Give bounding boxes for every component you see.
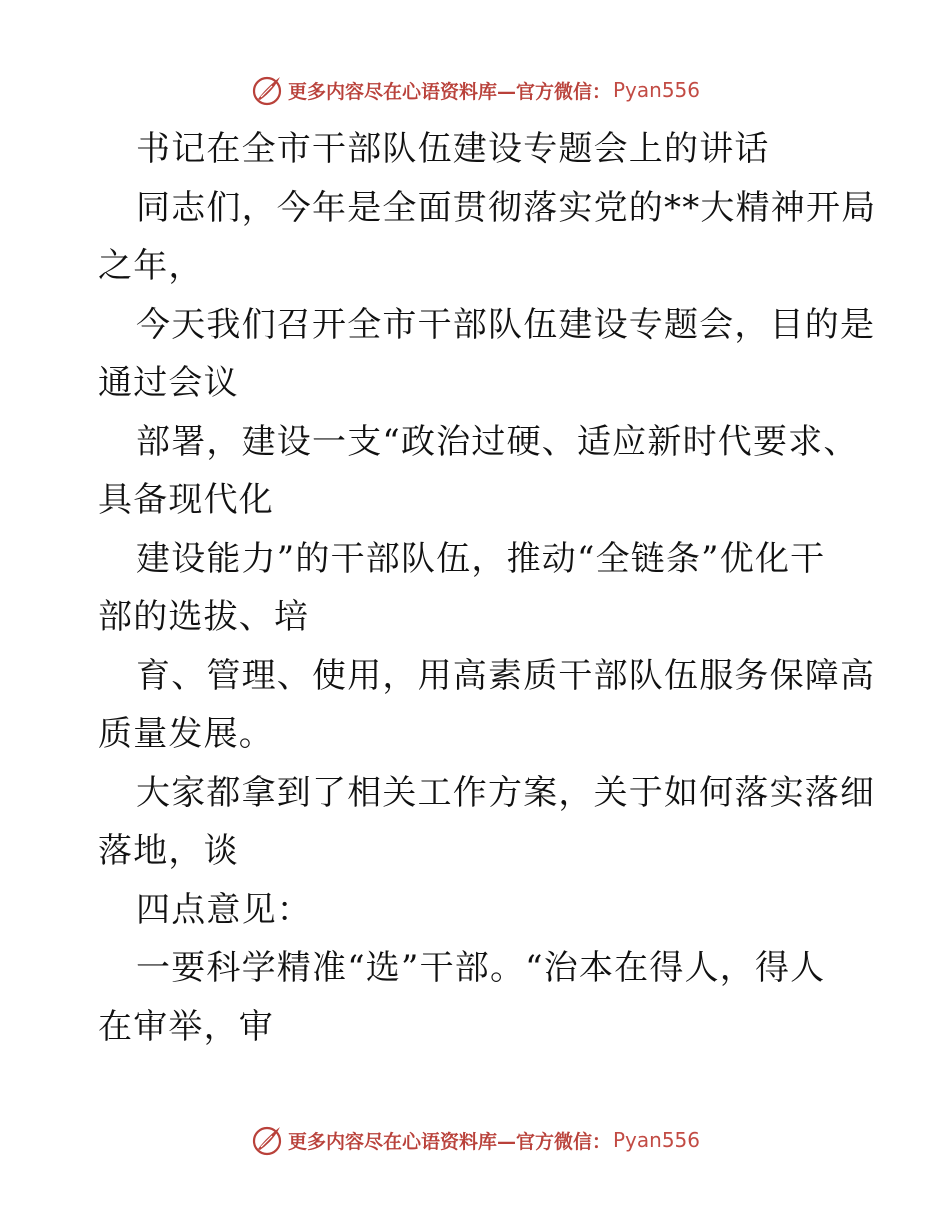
paragraph-1: 同志们，今年是全面贯彻落实党的**大精神开局 之年， [98,187,877,286]
document-title: 书记在全市干部队伍建设专题会上的讲话 [136,129,770,169]
document-body [98,120,877,1056]
paragraph-8: 一要科学精准“选”干部。“治本在得人，得人 在审举，审 [98,948,826,1047]
paragraph-5: 育、管理、使用，用高素质干部队伍服务保障高 质量发展。 [98,655,876,754]
watermark-handle: Pyan556 [613,1128,701,1152]
paragraph-3: 部署，建设一支“政治过硬、适应新时代要求、 具备现代化 [98,421,859,520]
paragraph-7: 四点意见： [136,889,312,930]
watermark-text: 更多内容尽在心语资料库—官方微信： [287,80,611,103]
quill-pen-logo-icon [250,1123,284,1157]
quill-pen-logo-icon [250,73,284,107]
watermark-handle: Pyan556 [613,78,701,102]
watermark-text: 更多内容尽在心语资料库—官方微信： [287,1130,611,1153]
footer-watermark [0,1120,950,1160]
paragraph-2: 今天我们召开全市干部队伍建设专题会，目的是 通过会议 [98,304,876,403]
header-watermark [0,70,950,110]
paragraph-6: 大家都拿到了相关工作方案，关于如何落实落细 落地，谈 [98,772,876,871]
paragraph-4: 建设能力”的干部队伍，推动“全链条”优化干 部的选拔、培 [98,538,826,637]
